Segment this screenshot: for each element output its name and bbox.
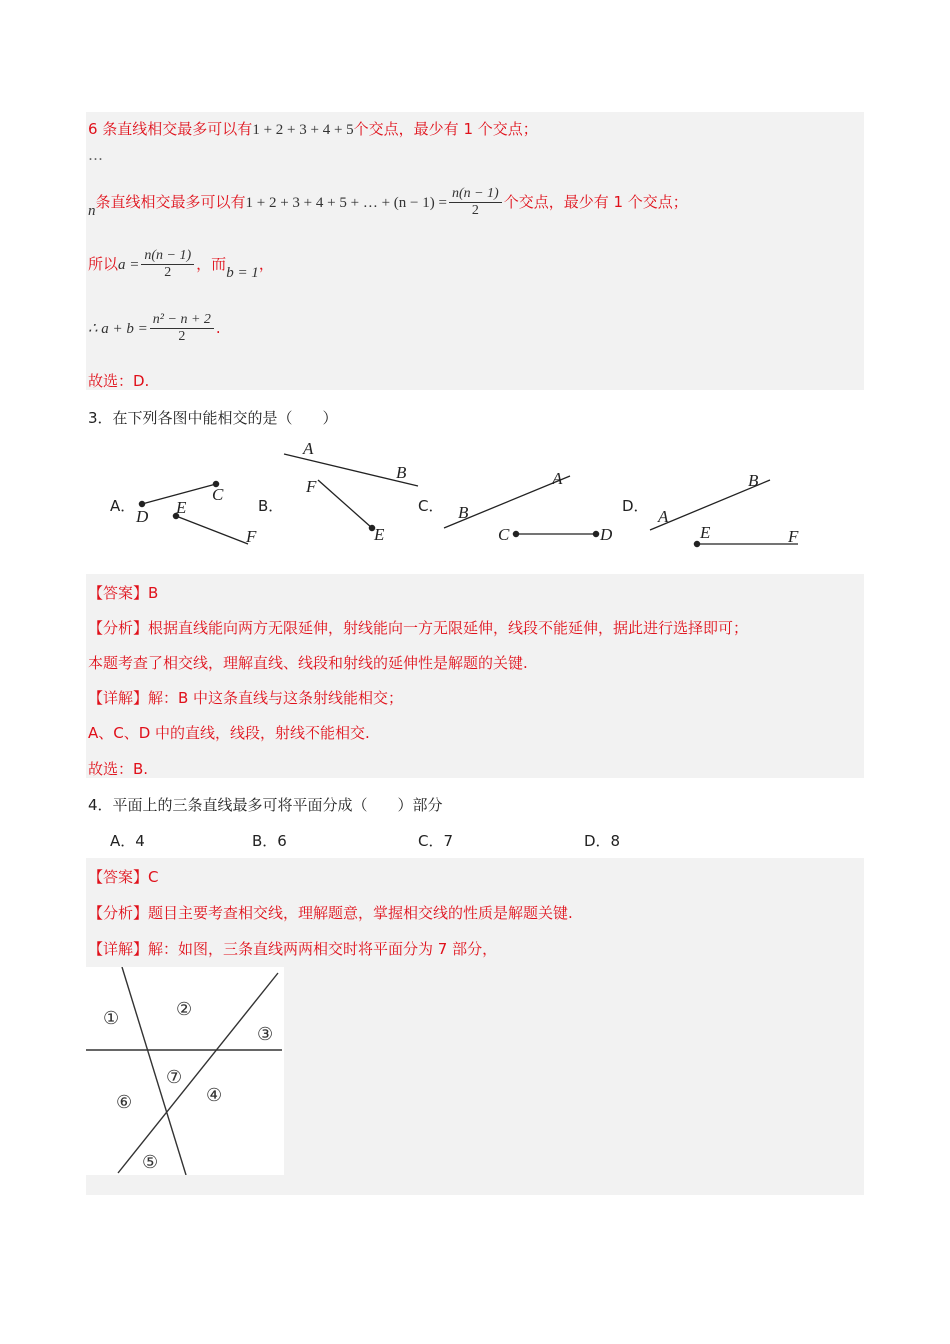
- fraction-n: $\frac{n(n - 1)}{2}$: [449, 186, 502, 219]
- q4-detail: 【详解】解：如图，三条直线两两相交时将平面分为 7 部分，: [88, 940, 498, 958]
- q3-detail: 【详解】解：B 中这条直线与这条射线能相交；: [88, 689, 404, 707]
- q4-stem: 4．平面上的三条直线最多可将平面分成（ ）部分: [88, 796, 443, 814]
- label-a-b: A: [303, 439, 314, 458]
- region-1: ①: [103, 1008, 120, 1028]
- line-n-lines: n条直线相交最多可以有1 + 2 + 3 + 4 + 5 + … + (n − 1) = $\frac{n(n - 1)}{2}$ 个交点，最少有 1 个交点；: [88, 186, 688, 219]
- region-4: ④: [206, 1085, 223, 1105]
- figure-d: [650, 480, 798, 547]
- q3-figures: [0, 430, 950, 560]
- label-b-b: B: [396, 463, 407, 482]
- fraction-sum: $\frac{\text{n² − n + 2}}{2}$: [150, 312, 214, 345]
- label-e-b: E: [374, 525, 385, 544]
- q3-option-b-label: B．: [258, 497, 284, 515]
- point-c-c: [513, 531, 518, 536]
- region-5: ⑤: [142, 1152, 159, 1172]
- q3-analysis: 【分析】根据直线能向两方无限延伸，射线能向一方无限延伸，线段不能延伸，据此进行选择即可；: [88, 619, 749, 637]
- ray-ef: [176, 516, 248, 544]
- q3-analysis-2: 本题考查了相交线，理解直线、线段和射线的延伸性是解题的关键.: [88, 654, 528, 672]
- therefore-line: ∴ a + b = $\frac{\text{n² − n + 2}}{2}$ .: [88, 312, 221, 344]
- solution-box-3: [86, 574, 864, 778]
- region-7: ⑦: [166, 1067, 183, 1087]
- point-d: [139, 501, 144, 506]
- q4-option-a: A．4: [110, 832, 145, 850]
- label-c-c: C: [498, 525, 510, 544]
- so-line: 所以a = $\frac{n(n - 1)}{2}$ ，而b = 1，: [88, 248, 274, 281]
- q4-option-c: C．7: [418, 832, 454, 850]
- region-6: ⑥: [116, 1092, 133, 1112]
- label-a-d: A: [658, 507, 669, 526]
- ellipsis: …: [88, 146, 103, 164]
- diagonal-line: [118, 973, 278, 1173]
- label-f-d: F: [788, 527, 799, 546]
- label-e-d: E: [700, 523, 711, 542]
- label-f: F: [246, 527, 257, 546]
- label-d-c: D: [600, 525, 613, 544]
- label-f-b: F: [306, 477, 317, 496]
- label-b-c: B: [458, 503, 469, 522]
- label-d: D: [136, 507, 149, 526]
- label-a-c: A: [552, 469, 563, 488]
- q3-stem: 3．在下列各图中能相交的是（ ）: [88, 409, 338, 427]
- q3-option-a-label: A．: [110, 497, 136, 515]
- point-e-d: [694, 541, 699, 546]
- region-2: ②: [176, 999, 193, 1019]
- point-d-c: [593, 531, 598, 536]
- fraction-a: $\frac{n(n - 1)}{2}$: [141, 248, 194, 281]
- label-e: E: [176, 498, 187, 517]
- three-lines-figure: [86, 967, 284, 1175]
- q3-option-d-label: D．: [622, 497, 649, 515]
- ray-ef-b: [318, 480, 372, 528]
- label-b-d: B: [748, 471, 759, 490]
- q3-choice: 故选：B.: [88, 760, 149, 778]
- label-c: C: [212, 485, 224, 504]
- region-3: ③: [257, 1024, 274, 1044]
- q3-answer: 【答案】B: [88, 584, 159, 602]
- q4-option-d: D．8: [584, 832, 621, 850]
- choice-1: 故选：D.: [88, 372, 150, 390]
- q4-option-b: B．6: [252, 832, 287, 850]
- figure-a: [139, 481, 248, 544]
- q3-detail-2: A、C、D 中的直线，线段，射线不能相交.: [88, 724, 370, 742]
- q3-option-c-label: C．: [418, 497, 444, 515]
- q4-answer: 【答案】C: [88, 868, 159, 886]
- q4-analysis: 【分析】题目主要考查相交线，理解题意，掌握相交线的性质是解题关键.: [88, 904, 573, 922]
- line-6-lines: 6 条直线相交最多可以有1 + 2 + 3 + 4 + 5个交点，最少有 1 个交点；: [88, 120, 538, 138]
